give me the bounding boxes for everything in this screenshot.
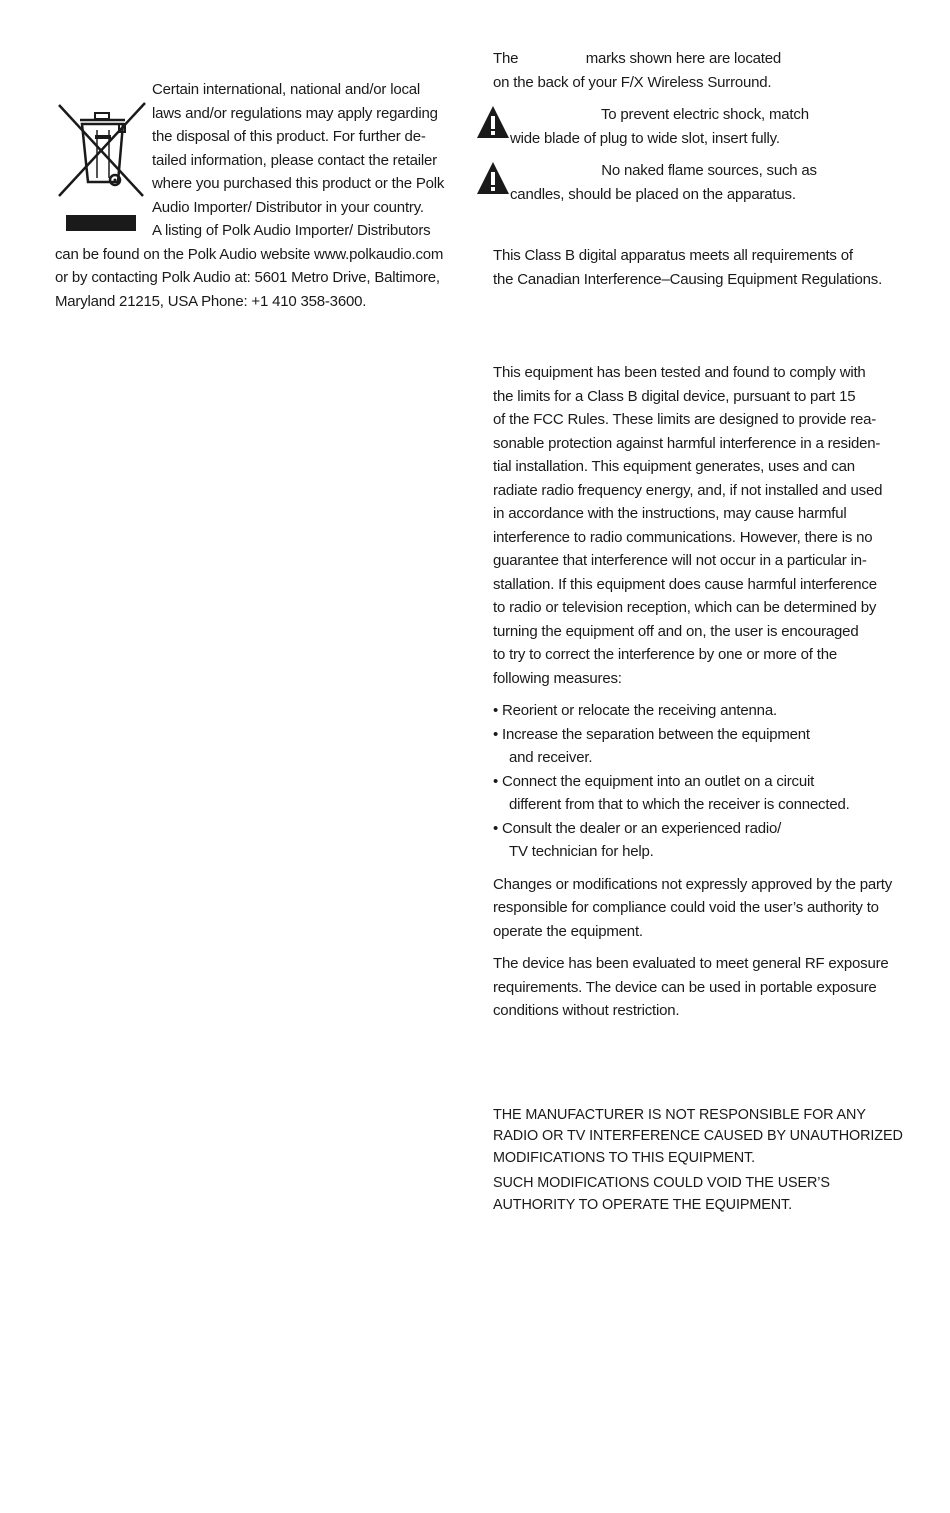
text-line: following measures:: [493, 669, 622, 687]
fcc-paragraph: [493, 361, 913, 690]
list-item-continuation: different from that to which the receiver is connected.: [509, 796, 850, 813]
text-line: tial installation. This equipment generates, uses and can: [493, 458, 855, 475]
text-line: or by contacting Polk Audio at: 5601 Metro Drive, Baltimore,: [55, 269, 440, 286]
void-notice: [493, 1173, 913, 1216]
text-line: to try to correct the interference by one or more of the: [493, 646, 837, 663]
text-line: Changes or modifications not expressly approved by the party: [493, 875, 893, 893]
text-line: where you purchased this product or the Polk: [152, 175, 445, 192]
text-line: operate the equipment.: [493, 922, 643, 940]
text-line: sonable protection against harmful interference in a residen-: [493, 434, 881, 452]
text-line: the limits for a Class B digital device, pursuant to part 15: [493, 387, 856, 405]
text-line: Maryland 21215, USA Phone: +1 410 358-3600.: [55, 292, 367, 310]
text-line: responsible for compliance could void the user’s authority to: [493, 899, 879, 916]
text-line: tailed information, please contact the retailer: [152, 151, 437, 169]
list-item: • Increase the separation between the equipment: [493, 725, 810, 743]
text-line: To prevent electric shock, match: [510, 106, 809, 123]
rf-exposure-paragraph: [493, 952, 913, 1023]
text-line: of the FCC Rules. These limits are designed to provide rea-: [493, 411, 877, 428]
flame-warning: [476, 159, 913, 206]
compliance-section: [493, 47, 913, 1216]
list-item: • Reorient or relocate the receiving antenna.: [493, 702, 777, 719]
text-line: guarantee that interference will not occur in a particular in-: [493, 552, 867, 569]
manufacturer-notice: [493, 1105, 913, 1170]
text-line: to radio or television reception, which can be determined by: [493, 599, 877, 616]
text-line: Audio Importer/ Distributor in your country.: [152, 198, 424, 216]
text-line: the Canadian Interference–Causing Equipment Regulations.: [493, 270, 883, 288]
disposal-wrapped-text: [55, 78, 460, 243]
list-item-continuation: and receiver.: [509, 749, 593, 766]
text-line: A listing of Polk Audio Importer/ Distributors: [152, 222, 431, 239]
text-line: conditions without restriction.: [493, 1002, 680, 1019]
marks-paragraph: [493, 47, 913, 94]
list-item-continuation: TV technician for help.: [509, 843, 654, 860]
text-line: wide blade of plug to wide slot, insert fully.: [510, 129, 780, 147]
text-line: turning the equipment off and on, the user is encouraged: [493, 622, 859, 640]
text-line: radiate radio frequency energy, and, if not installed and used: [493, 481, 883, 499]
text-line: laws and/or regulations may apply regarding: [152, 104, 438, 122]
text-line: requirements. The device can be used in portable exposure: [493, 978, 877, 996]
text-line: SUCH MODIFICATIONS COULD VOID THE USER’S: [493, 1175, 830, 1191]
warning-triangle-icon: [476, 105, 510, 139]
text-line: candles, should be placed on the apparatus.: [510, 185, 796, 203]
disposal-full-text: [55, 243, 460, 314]
canada-paragraph: [493, 244, 913, 291]
text-line: Certain international, national and/or local: [152, 81, 421, 98]
text-line: on the back of your F/X Wireless Surround.: [493, 73, 772, 91]
list-item: • Connect the equipment into an outlet on a circuit: [493, 772, 815, 790]
text-line: No naked flame sources, such as: [510, 162, 817, 179]
warning-triangle-icon: [476, 161, 510, 195]
changes-paragraph: [493, 873, 913, 944]
disposal-section: [55, 78, 460, 313]
text-line: The marks shown here are located: [493, 50, 782, 67]
text-line: in accordance with the instructions, may cause harmful: [493, 505, 847, 522]
text-line: RADIO OR TV INTERFERENCE CAUSED BY UNAUTHORIZED: [493, 1128, 903, 1144]
text-line: the disposal of this product. For further de-: [152, 128, 426, 145]
text-line: stallation. If this equipment does cause harmful interference: [493, 575, 877, 593]
text-line: AUTHORITY TO OPERATE THE EQUIPMENT.: [493, 1196, 793, 1213]
text-line: can be found on the Polk Audio website www.polkaudio.com: [55, 245, 444, 263]
text-line: This equipment has been tested and found to comply with: [493, 364, 866, 381]
text-line: This Class B digital apparatus meets all requirements of: [493, 247, 853, 264]
text-line: THE MANUFACTURER IS NOT RESPONSIBLE FOR ANY: [493, 1106, 866, 1123]
measures-list: [493, 699, 913, 864]
text-line: interference to radio communications. However, there is no: [493, 528, 873, 546]
text-line: The device has been evaluated to meet general RF exposure: [493, 955, 889, 972]
list-item: • Consult the dealer or an experienced radio/: [493, 819, 782, 837]
text-line: MODIFICATIONS TO THIS EQUIPMENT.: [493, 1149, 755, 1166]
shock-warning: [476, 103, 913, 150]
